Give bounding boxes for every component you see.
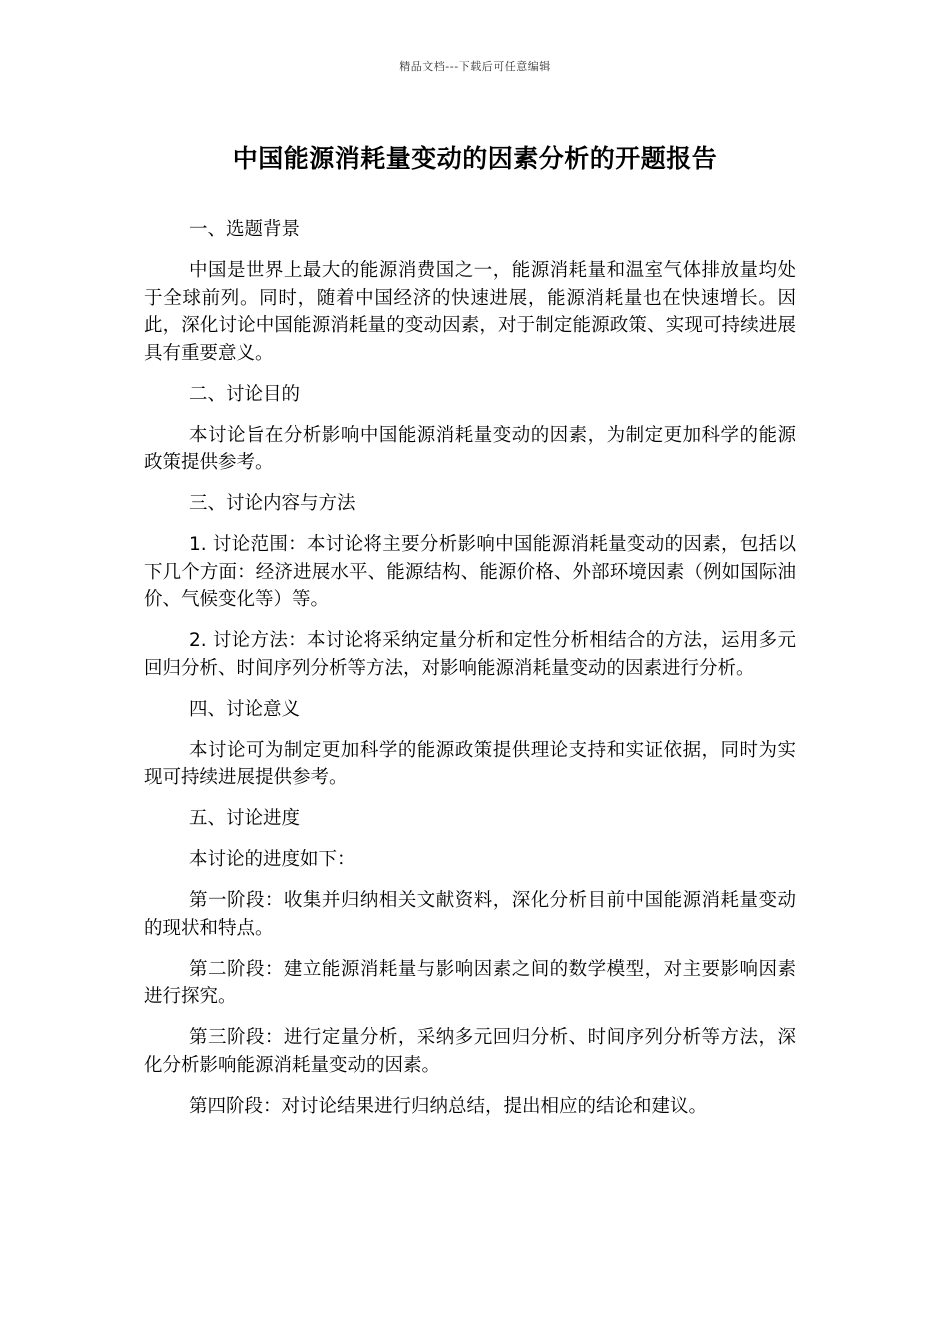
document-title: 中国能源消耗量变动的因素分析的开题报告 xyxy=(232,144,718,173)
paragraph-stage-4: 第四阶段：对讨论结果进行归纳总结，提出相应的结论和建议。 xyxy=(189,1095,708,1117)
document-body xyxy=(144,216,796,1134)
section-heading-background: 一、选题背景 xyxy=(189,219,301,240)
paragraph-background: 中国是世界上最大的能源消费国之一，能源消耗量和温室气体排放量均处于全球前列。同时，随着中国经济的快速进展，能源消耗量也在快速增长。因此，深化讨论中国能源消耗量的变动因素，对于制定能源政策、实现可持续进展具有重要意义。 xyxy=(144,260,796,364)
paragraph-stage-2: 第二阶段：建立能源消耗量与影响因素之间的数学模型，对主要影响因素进行探究。 xyxy=(144,958,796,1007)
section-heading-purpose: 二、讨论目的 xyxy=(189,383,301,405)
section-heading-significance: 四、讨论意义 xyxy=(189,698,301,720)
paragraph-significance: 本讨论可为制定更加科学的能源政策提供理论支持和实证依据，同时为实现可持续进展提供参考。 xyxy=(144,739,796,788)
section-heading-schedule: 五、讨论进度 xyxy=(189,808,301,829)
header-watermark: 精品文档---下载后可任意编辑 xyxy=(399,60,551,73)
paragraph-method: 2. 讨论方法：本讨论将采纳定量分析和定性分析相结合的方法，运用多元回归分析、时间序列分析等方法，对影响能源消耗量变动的因素进行分析。 xyxy=(144,630,796,679)
section-heading-content-method: 三、讨论内容与方法 xyxy=(189,493,356,514)
paragraph-stage-1: 第一阶段：收集并归纳相关文献资料，深化分析目前中国能源消耗量变动的现状和特点。 xyxy=(144,890,796,939)
paragraph-scope: 1. 讨论范围：本讨论将主要分析影响中国能源消耗量变动的因素，包括以下几个方面：经济进展水平、能源结构、能源价格、外部环境因素（例如国际油价、气候变化等）等。 xyxy=(144,534,796,610)
paragraph-schedule-intro: 本讨论的进度如下： xyxy=(189,849,356,870)
paragraph-stage-3: 第三阶段：进行定量分析，采纳多元回归分析、时间序列分析等方法，深化分析影响能源消耗量变动的因素。 xyxy=(144,1027,796,1076)
paragraph-purpose: 本讨论旨在分析影响中国能源消耗量变动的因素，为制定更加科学的能源政策提供参考。 xyxy=(144,424,796,473)
